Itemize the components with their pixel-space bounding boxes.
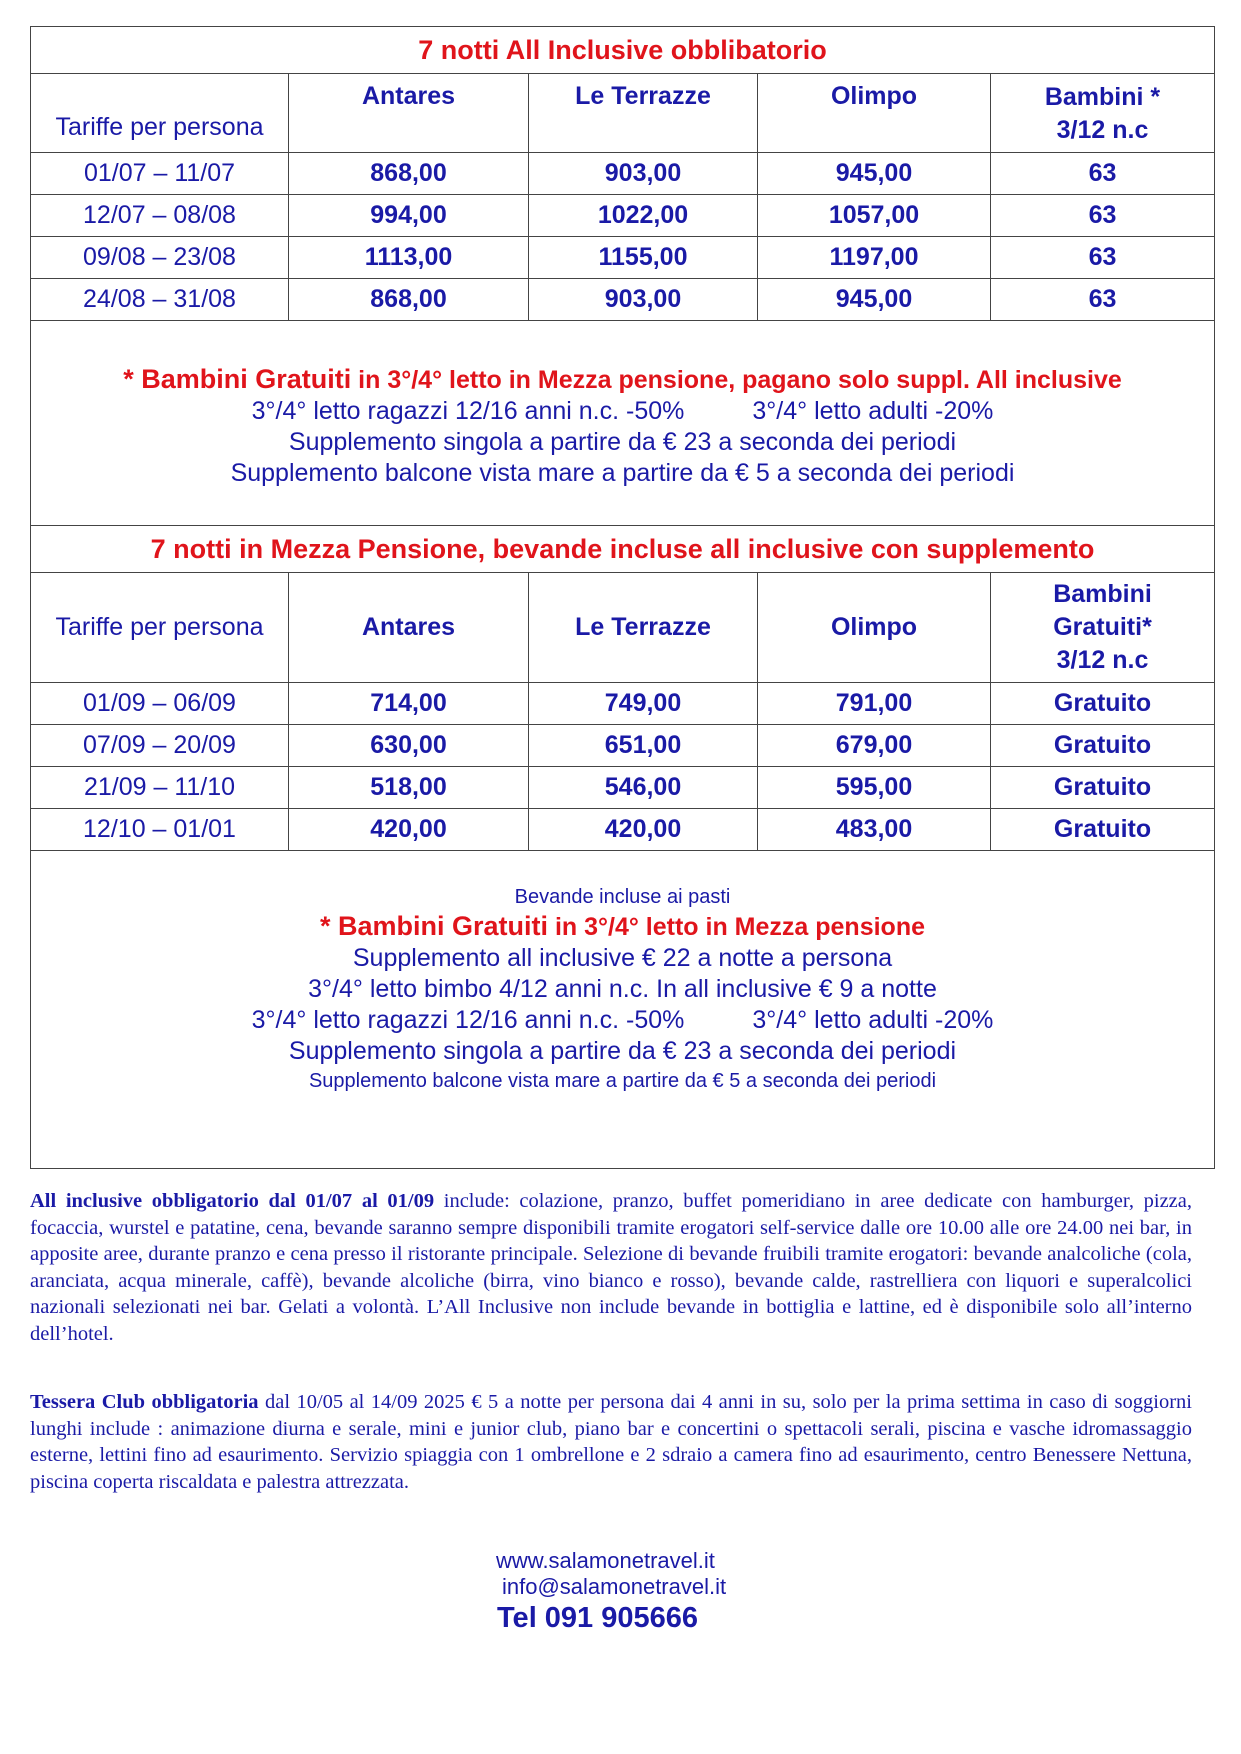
price-terrazze: 420,00 — [529, 809, 758, 851]
tessera-club-paragraph — [30, 1389, 1192, 1495]
price-olimpo: 1057,00 — [758, 195, 991, 237]
price-antares: 518,00 — [289, 767, 529, 809]
period-cell: 21/09 – 11/10 — [31, 767, 289, 809]
bambini-gratuiti-note: * Bambini Gratuiti — [319, 911, 548, 941]
table-row — [31, 683, 1215, 725]
price-bambini: 63 — [991, 279, 1215, 321]
period-cell: 12/10 – 01/01 — [31, 809, 289, 851]
table1-header-terrazze: Le Terrazze — [529, 74, 758, 153]
bambini-header-line1: Bambini — [1053, 580, 1152, 608]
adulti-discount: 3°/4° letto adulti -20% — [752, 1006, 994, 1034]
table1-title: 7 notti All Inclusive obblibatorio — [31, 27, 1215, 74]
period-cell: 09/08 – 23/08 — [31, 237, 289, 279]
supplemento-balcone: Supplemento balcone vista mare a partire da € 5 a seconda dei periodi — [230, 458, 1015, 487]
table-row — [31, 809, 1215, 851]
table1-header-olimpo: Olimpo — [758, 74, 991, 153]
period-cell: 01/09 – 06/09 — [31, 683, 289, 725]
price-antares: 868,00 — [289, 153, 529, 195]
table-row — [31, 195, 1215, 237]
period-cell: 12/07 – 08/08 — [31, 195, 289, 237]
price-bambini: Gratuito — [991, 683, 1215, 725]
table2-header-terrazze: Le Terrazze — [529, 573, 758, 683]
website-link[interactable]: www.salamonetravel.it — [496, 1548, 715, 1573]
price-bambini: 63 — [991, 195, 1215, 237]
supplemento-singola: Supplemento singola a partire da € 23 a seconda dei periodi — [288, 427, 957, 456]
period-cell: 24/08 – 31/08 — [31, 279, 289, 321]
email-link[interactable]: info@salamonetravel.it — [502, 1574, 727, 1599]
price-olimpo: 679,00 — [758, 725, 991, 767]
price-bambini: Gratuito — [991, 809, 1215, 851]
price-olimpo: 945,00 — [758, 279, 991, 321]
price-antares: 630,00 — [289, 725, 529, 767]
price-terrazze: 903,00 — [529, 279, 758, 321]
phone-number: Tel 091 905666 — [497, 1602, 699, 1634]
price-antares: 868,00 — [289, 279, 529, 321]
bambini-gratuiti-detail: in 3°/4° letto in Mezza pensione — [548, 913, 926, 941]
tessera-club-text: dal 10/05 al 14/09 2025 € 5 a notte per persona dai 4 anni in su, solo per la prima settima in caso di soggiorni lunghi include : animazione diurna e serale, mini e junior club, piano bar e concertini o spettacoli serali, piscina e vasche idromassaggio esterne, lettini fino ad esaurimento. Servizio spiaggia con 1 ombrellone e 2 sdraio a camera fino ad esaurimento, centro Benessere Nettuna, piscina coperta riscaldata e palestra attrezzata. — [30, 1391, 1192, 1493]
adulti-discount: 3°/4° letto adulti -20% — [752, 396, 994, 425]
bambini-header-line1: Bambini * — [1044, 83, 1161, 111]
price-antares: 420,00 — [289, 809, 529, 851]
supplemento-all-inclusive: Supplemento all inclusive € 22 a notte a persona — [352, 944, 893, 972]
price-olimpo: 791,00 — [758, 683, 991, 725]
bambini-gratuiti-note: * Bambini Gratuiti — [123, 363, 352, 394]
period-cell: 01/07 – 11/07 — [31, 153, 289, 195]
price-olimpo: 1197,00 — [758, 237, 991, 279]
table1-header-bambini — [991, 74, 1215, 153]
table2-notes — [31, 851, 1215, 1169]
all-inclusive-text: include: colazione, pranzo, buffet pomeridiano in aree dedicate con hamburger, pizza, focaccia, wurstel e patatine, cena, bevande saranno sempre disponibili tramite erogatori self-service dalle ore 10.00 alle ore 24.00 nei bar, in apposite aree, durante pranzo e cena presso il ristorante principale. Selezione di bevande fruibili tramite erogatori: bevande analcoliche (cola, aranciata, acqua minerale, caffè), bevande alcoliche (birra, vino bianco e rosso), bevande calde, rastrelliera con liquori e superalcolici nazionali selezionati nei bar. Gelati a volontà. L’All Inclusive non include bevande in bottiglia e lattine, ed è disponibile solo all’interno dell’hotel. — [30, 1190, 1192, 1345]
table-row — [31, 237, 1215, 279]
ragazzi-discount: 3°/4° letto ragazzi 12/16 anni n.c. -50% — [251, 1006, 685, 1034]
price-antares: 714,00 — [289, 683, 529, 725]
table-row — [31, 725, 1215, 767]
price-table — [30, 26, 1215, 1169]
price-olimpo: 483,00 — [758, 809, 991, 851]
table1-label: Tariffe per persona — [31, 74, 289, 153]
price-olimpo: 945,00 — [758, 153, 991, 195]
price-terrazze: 651,00 — [529, 725, 758, 767]
price-bambini: 63 — [991, 237, 1215, 279]
table-row — [31, 153, 1215, 195]
supplemento-balcone: Supplemento balcone vista mare a partire da € 5 a seconda dei periodi — [308, 1070, 937, 1092]
bambini-header-line3: 3/12 n.c — [1056, 646, 1149, 674]
bimbo-note: 3°/4° letto bimbo 4/12 anni n.c. In all inclusive € 9 a notte — [308, 975, 937, 1003]
price-terrazze: 903,00 — [529, 153, 758, 195]
bambini-header-line2: 3/12 n.c — [1056, 116, 1149, 144]
price-terrazze: 749,00 — [529, 683, 758, 725]
table2-title: 7 notti in Mezza Pensione, bevande incluse all inclusive con supplemento — [31, 526, 1215, 573]
period-cell: 07/09 – 20/09 — [31, 725, 289, 767]
price-sheet — [30, 26, 1214, 1169]
table2-label: Tariffe per persona — [31, 573, 289, 683]
ragazzi-discount: 3°/4° letto ragazzi 12/16 anni n.c. -50% — [251, 396, 685, 425]
table1-notes — [31, 321, 1215, 526]
supplemento-singola: Supplemento singola a partire da € 23 a seconda dei periodi — [288, 1037, 957, 1065]
table-row — [31, 279, 1215, 321]
bevande-incluse-note: Bevande incluse ai pasti — [514, 886, 731, 908]
price-antares: 994,00 — [289, 195, 529, 237]
table-row — [31, 767, 1215, 809]
table2-header-bambini — [991, 573, 1215, 683]
bambini-gratuiti-detail: in 3°/4° letto in Mezza pensione, pagano solo suppl. All inclusive — [351, 365, 1122, 394]
price-bambini: 63 — [991, 153, 1215, 195]
price-terrazze: 1155,00 — [529, 237, 758, 279]
price-terrazze: 1022,00 — [529, 195, 758, 237]
price-antares: 1113,00 — [289, 237, 529, 279]
price-bambini: Gratuito — [991, 767, 1215, 809]
table2-header-olimpo: Olimpo — [758, 573, 991, 683]
all-inclusive-paragraph — [30, 1188, 1192, 1347]
table2-header-antares: Antares — [289, 573, 529, 683]
table1-header-antares: Antares — [289, 74, 529, 153]
all-inclusive-heading: All inclusive obbligatorio dal 01/07 al 01/09 — [30, 1190, 435, 1212]
price-olimpo: 595,00 — [758, 767, 991, 809]
tessera-club-heading: Tessera Club obbligatoria — [30, 1391, 259, 1413]
price-terrazze: 546,00 — [529, 767, 758, 809]
bambini-header-line2: Gratuiti* — [1053, 613, 1152, 641]
price-bambini: Gratuito — [991, 725, 1215, 767]
